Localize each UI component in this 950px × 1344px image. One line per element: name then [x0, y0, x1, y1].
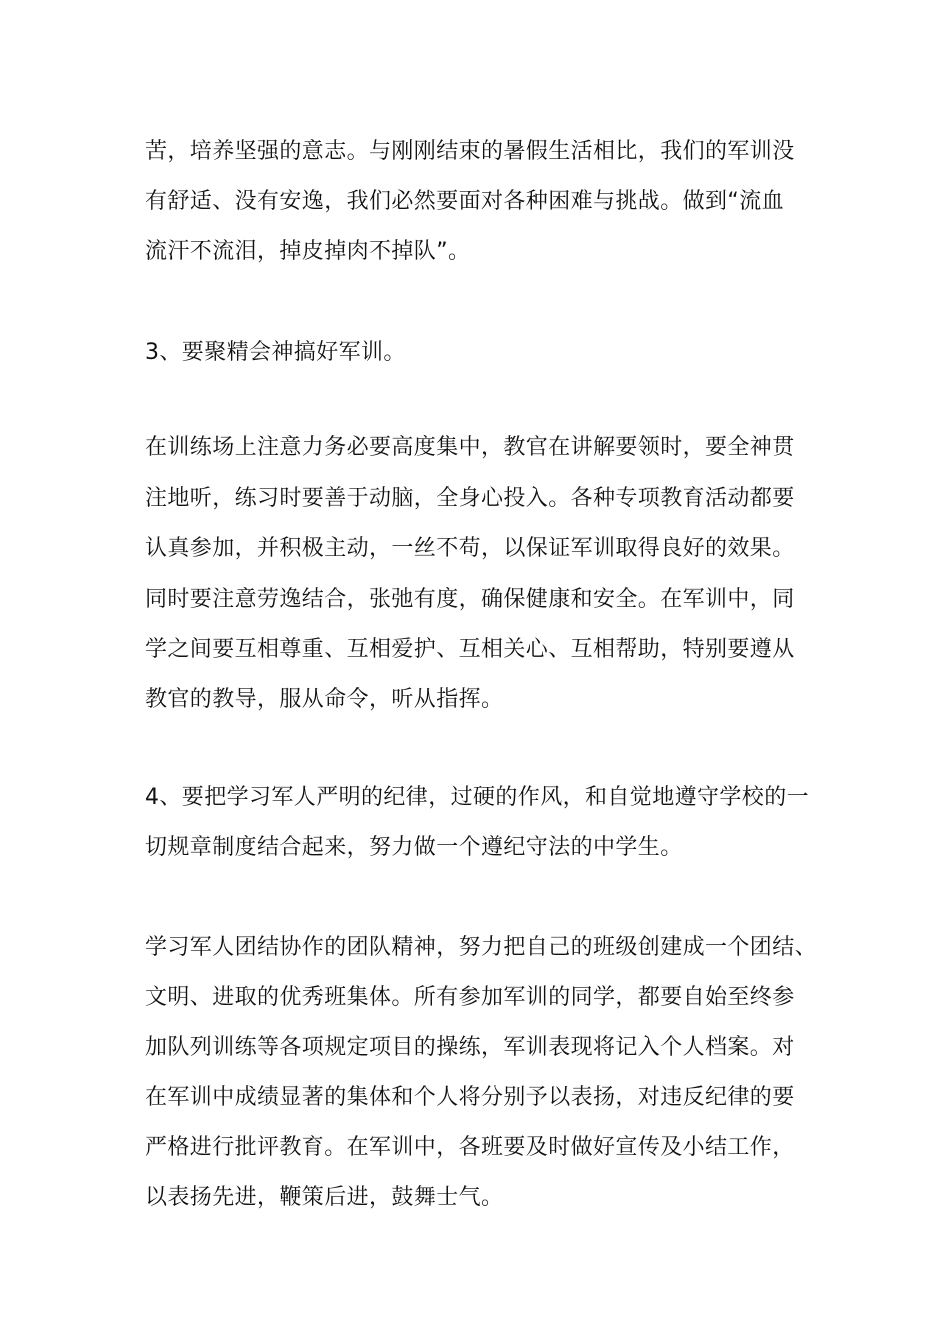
paragraph-5-line-2: 文明、进取的优秀班集体。所有参加军训的同学，都要自始至终参 [145, 985, 795, 1010]
paragraph-1-line-3: 流汗不流泪，掉皮掉肉不掉队”。 [145, 239, 471, 264]
paragraph-3-line-5: 学之间要互相尊重、互相爱护、互相关心、互相帮助，特别要遵从 [145, 637, 795, 662]
section-heading-4-line-2: 切规章制度结合起来，努力做一个遵纪守法的中学生。 [145, 835, 683, 860]
paragraph-5-line-4: 在军训中成绩显著的集体和个人将分别予以表扬，对违反纪律的要 [145, 1085, 795, 1110]
paragraph-1-line-2: 有舒适、没有安逸，我们必然要面对各种困难与挑战。做到“流血 [145, 189, 784, 214]
paragraph-1-line-1: 苦，培养坚强的意志。与刚刚结束的暑假生活相比，我们的军训没 [145, 139, 795, 164]
paragraph-3-line-6: 教官的教导，服从命令，听从指挥。 [145, 687, 504, 712]
paragraph-5-line-6: 以表扬先进，鞭策后进，鼓舞士气。 [145, 1185, 504, 1210]
section-heading-3: 3、要聚精会神搞好军训。 [145, 340, 406, 365]
paragraph-3-line-1: 在训练场上注意力务必要高度集中，教官在讲解要领时，要全神贯 [145, 435, 795, 460]
paragraph-3-line-4: 同时要注意劳逸结合，张弛有度，确保健康和安全。在军训中，同 [145, 587, 795, 612]
paragraph-5-line-3: 加队列训练等各项规定项目的操练，军训表现将记入个人档案。对 [145, 1035, 795, 1060]
paragraph-5-line-1: 学习军人团结协作的团队精神，努力把自己的班级创建成一个团结、 [145, 935, 818, 960]
paragraph-3-line-2: 注地听，练习时要善于动脑，全身心投入。各种专项教育活动都要 [145, 486, 795, 511]
paragraph-3-line-3: 认真参加，并积极主动，一丝不苟，以保证军训取得良好的效果。 [145, 536, 795, 561]
paragraph-5-line-5: 严格进行批评教育。在军训中，各班要及时做好宣传及小结工作， [145, 1135, 795, 1160]
section-heading-4-line-1: 4、要把学习军人严明的纪律，过硬的作风，和自觉地遵守学校的一 [145, 785, 809, 810]
